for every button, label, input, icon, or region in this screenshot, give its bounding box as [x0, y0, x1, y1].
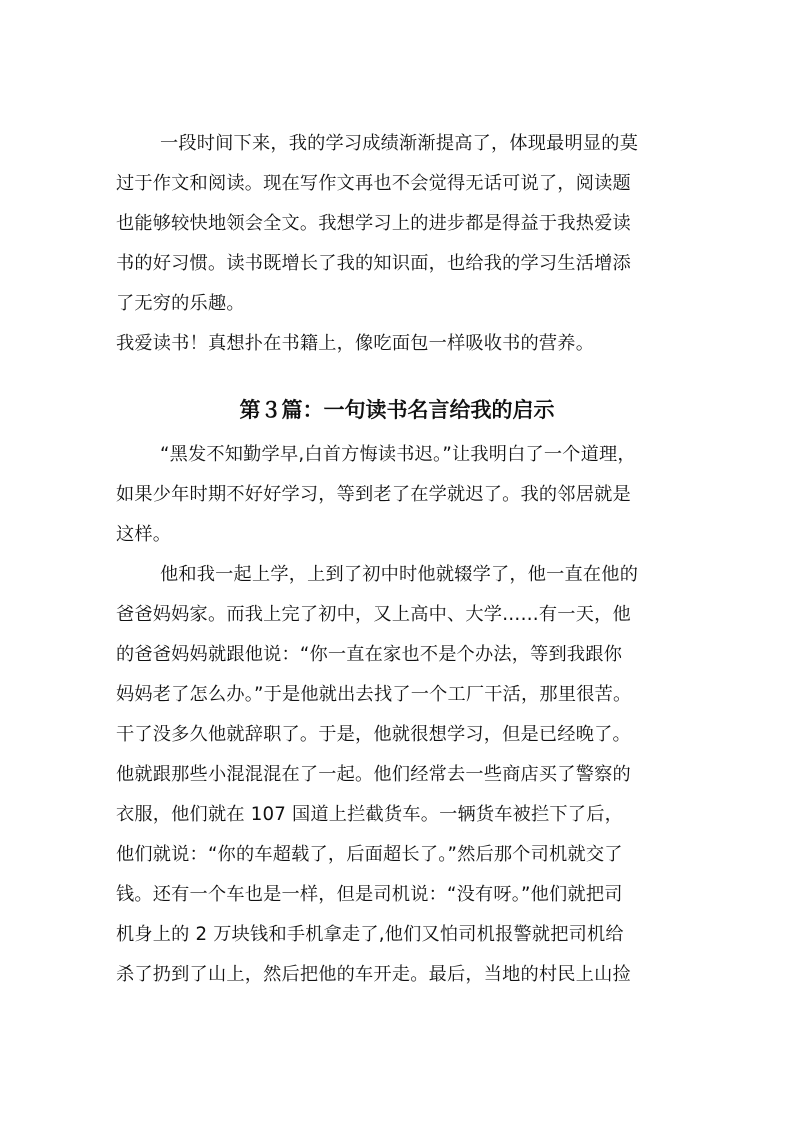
paragraph-line: 也能够较快地领会全文。我想学习上的进步都是得益于我热爱读 — [116, 213, 631, 234]
paragraph-line: 机身上的 2 万块钱和手机拿走了,他们又怕司机报警就把司机给 — [116, 924, 624, 945]
paragraph-line: 他就跟那些小混混混在了一起。他们经常去一些商店买了警察的 — [116, 764, 631, 785]
paragraph-line: 衣服，他们就在 107 国道上拦截货车。一辆货车被拦下了后， — [116, 804, 623, 825]
section-heading: 第３篇：一句读书名言给我的启示 — [239, 397, 555, 422]
paragraph-line: 爸爸妈妈家。而我上完了初中，又上高中、大学……有一天，他 — [116, 604, 631, 625]
paragraph-line: 他们就说：“你的车超载了，后面超长了。”然后那个司机就交了 — [116, 844, 623, 865]
paragraph-line: 妈妈老了怎么办。”于是他就出去找了一个工厂干活，那里很苦。 — [116, 684, 632, 705]
paragraph-line: 过于作文和阅读。现在写作文再也不会觉得无话可说了，阅读题 — [116, 173, 631, 194]
paragraph-line: 的爸爸妈妈就跟他说：“你一直在家也不是个办法，等到我跟你 — [116, 644, 623, 665]
paragraph-line: 我爱读书！真想扑在书籍上，像吃面包一样吸收书的营养。 — [116, 333, 595, 354]
paragraph-line: 杀了扔到了山上，然后把他的车开走。最后，当地的村民上山捡 — [116, 964, 631, 985]
paragraph-line: 他和我一起上学，上到了初中时他就辍学了，他一直在他的 — [160, 564, 639, 585]
paragraph-line: 了无穷的乐趣。 — [116, 293, 245, 314]
paragraph-line: 这样。 — [116, 524, 172, 545]
paragraph-line: 一段时间下来，我的学习成绩渐渐提高了，体现最明显的莫 — [160, 133, 639, 154]
paragraph-line: 干了没多久他就辞职了。于是，他就很想学习，但是已经晚了。 — [116, 724, 631, 745]
paragraph-line: 如果少年时期不好好学习，等到老了在学就迟了。我的邻居就是 — [116, 484, 631, 505]
paragraph-line: 书的好习惯。读书既增长了我的知识面，也给我的学习生活增添 — [116, 253, 631, 274]
paragraph-line: “黑发不知勤学早,白首方悔读书迟。”让我明白了一个道理， — [160, 444, 636, 465]
paragraph-line: 钱。还有一个车也是一样，但是司机说：“没有呀。”他们就把司 — [116, 884, 623, 905]
